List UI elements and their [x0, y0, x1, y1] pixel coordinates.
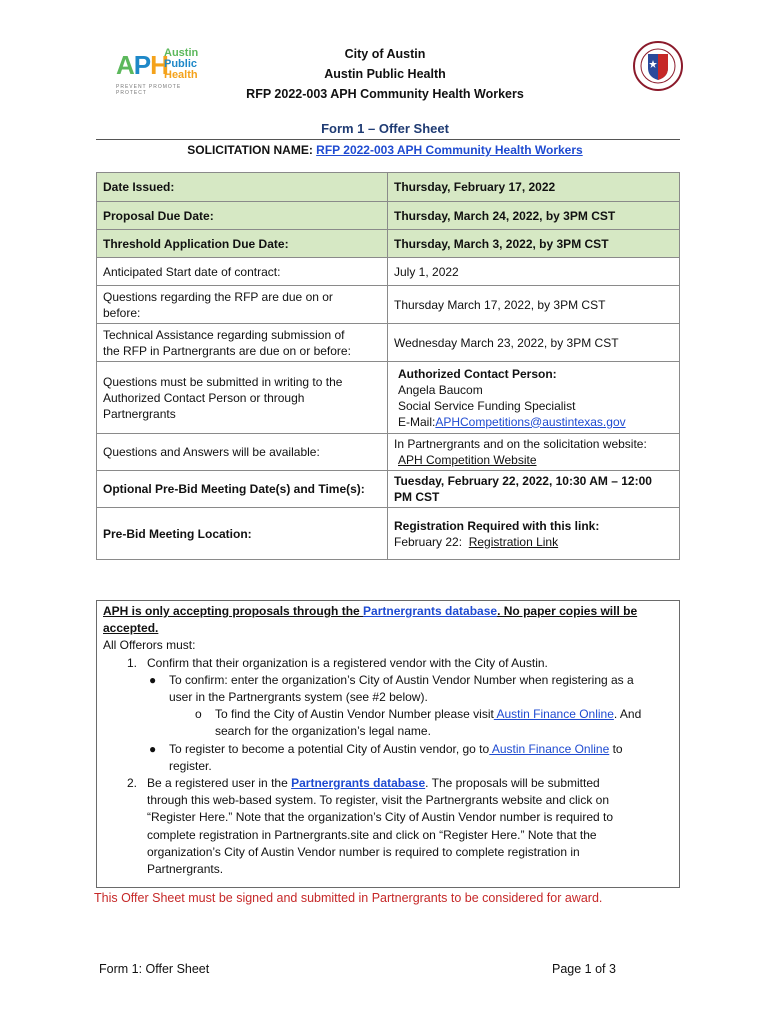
- list-item: o To find the City of Austin Vendor Number please visit Austin Finance Online. And: [195, 707, 642, 722]
- list-item: ● To register to become a potential City of Austin vendor, go to Austin Finance Online to: [149, 741, 623, 756]
- solicitation-link[interactable]: RFP 2022-003 APH Community Health Workers: [316, 143, 583, 157]
- table-row: [97, 173, 680, 202]
- contact-value: Authorized Contact Person: Angela Baucom Social Service Funding Specialist E-Mail:APHCompetitions@austintexas.gov: [388, 362, 680, 434]
- table-row: [97, 258, 680, 286]
- aph-competition-website-link[interactable]: APH Competition Website: [398, 453, 537, 467]
- table-row: [97, 324, 680, 362]
- threshold-label: Threshold Application Due Date:: [97, 230, 388, 258]
- award-note: This Offer Sheet must be signed and submitted in Partnergrants to be considered for award.: [94, 891, 603, 905]
- partnergrants-database-link-2[interactable]: Partnergrants database: [291, 776, 426, 791]
- list-item: 1. Confirm that their organization is a registered vendor with the City of Austin.: [127, 655, 548, 670]
- aph-logo-letters: APH: [116, 50, 168, 80]
- header-department: Austin Public Health: [324, 67, 446, 81]
- austin-finance-online-link[interactable]: Austin Finance Online: [493, 707, 614, 722]
- aph-logo-words: Austin Public Health: [164, 47, 199, 81]
- date-issued-label: Date Issued:: [97, 173, 388, 202]
- title-divider: [96, 139, 680, 140]
- questions-due-label: Questions regarding the RFP are due on or before:: [97, 286, 388, 324]
- proposal-due-label: Proposal Due Date:: [97, 202, 388, 230]
- threshold-value: Thursday, March 3, 2022, by 3PM CST: [388, 230, 680, 258]
- contact-label: Questions must be submitted in writing to the Authorized Contact Person or through Partnergrants: [97, 362, 388, 434]
- contact-email-link[interactable]: APHCompetitions@austintexas.gov: [435, 414, 626, 429]
- aph-logo-tagline: PREVENT PROMOTE PROTECT: [116, 84, 182, 96]
- form-title: Form 1 – Offer Sheet: [321, 121, 449, 136]
- tech-assist-value: Wednesday March 23, 2022, by 3PM CST: [388, 324, 680, 362]
- table-row: [97, 202, 680, 230]
- start-date-label: Anticipated Start date of contract:: [97, 258, 388, 286]
- footer-form-label: Form 1: Offer Sheet: [99, 962, 210, 976]
- qa-label: Questions and Answers will be available:: [97, 434, 388, 471]
- table-row: [97, 434, 680, 471]
- prebid-date-value: Tuesday, February 22, 2022, 10:30 AM – 12:00 PM CST: [388, 471, 680, 508]
- austin-finance-online-link-2[interactable]: Austin Finance Online: [489, 741, 610, 756]
- table-row: [97, 362, 680, 434]
- questions-due-value: Thursday March 17, 2022, by 3PM CST: [388, 286, 680, 324]
- tech-assist-label: Technical Assistance regarding submission of the RFP in Partnergrants are due on or before:: [97, 324, 388, 362]
- paper-copies-notice: APH is only accepting proposals through the Partnergrants database. No paper copies will be: [103, 604, 638, 618]
- table-row: [97, 286, 680, 324]
- prebid-location-value: Registration Required with this link: February 22: Registration Link: [388, 508, 680, 560]
- footer-page-number: Page 1 of 3: [552, 962, 616, 976]
- date-issued-value: Thursday, February 17, 2022: [388, 173, 680, 202]
- prebid-date-label: Optional Pre-Bid Meeting Date(s) and Time(s):: [97, 471, 388, 508]
- list-item: 2. Be a registered user in the Partnergrants database. The proposals will be submitted: [127, 776, 600, 791]
- header-city: City of Austin: [344, 47, 426, 61]
- start-date-value: July 1, 2022: [388, 258, 680, 286]
- header-rfp-title: RFP 2022-003 APH Community Health Workers: [246, 87, 524, 101]
- prebid-location-label: Pre-Bid Meeting Location:: [97, 508, 388, 560]
- all-offerors-label: All Offerors must:: [103, 638, 196, 653]
- list-item: ● To confirm: enter the organization’s City of Austin Vendor Number when registering as a: [149, 672, 634, 687]
- instructions-box: APH is only accepting proposals through the Partnergrants database. No paper copies will be accepted. All Offerors must: 1. Confirm that their organization is a registered vendor with the City of Austin. ● To confirm: enter the organization’s City of Austin Vendor Number when registering as a user in the Partnergrants system (see #2 below). o To find the City of Austin Vendor Number please visit Austin Finance Online. And search for the organization’s legal name. ● To register to become a potential City of Austin vendor, go to Austin Finance Online to register. 2. Be a registered user in the Partnergrants database. The proposals will be submitted through this web-based system. To register, visit the Partnergrants website and click on “Register Here.” Note that the organization’s City of Austin Vendor number is required to complete registration in Partnergrants.site and click on “Register Here.” Note that the organization’s City of Austin Vendor number is required to complete registration in Partnergrants.: [96, 600, 680, 888]
- proposal-due-value: Thursday, March 24, 2022, by 3PM CST: [388, 202, 680, 230]
- table-row: [97, 471, 680, 508]
- partnergrants-database-link[interactable]: Partnergrants database: [363, 604, 498, 618]
- solicitation-name: SOLICITATION NAME: RFP 2022-003 APH Community Health Workers: [187, 143, 583, 157]
- table-row: [97, 230, 680, 258]
- registration-link[interactable]: Registration Link: [468, 534, 559, 549]
- table-row: [97, 508, 680, 560]
- offer-table: [96, 172, 680, 560]
- qa-value: In Partnergrants and on the solicitation website: APH Competition Website: [388, 434, 680, 471]
